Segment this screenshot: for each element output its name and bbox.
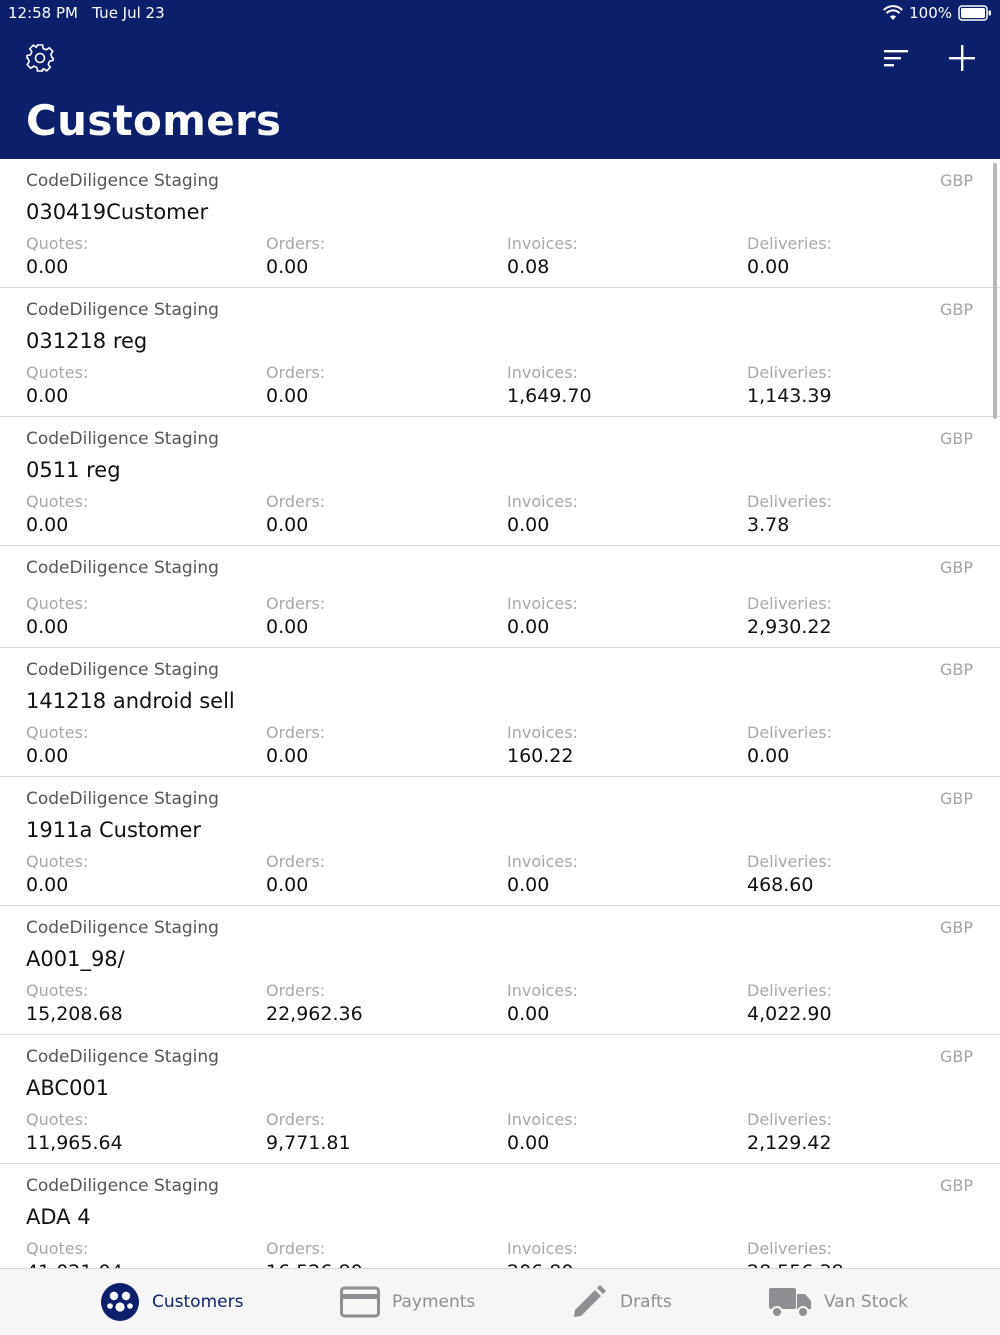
invoices-cell bbox=[507, 723, 727, 769]
deliveries-label: Deliveries: bbox=[747, 1110, 832, 1129]
invoices-value: 0.00 bbox=[507, 874, 550, 896]
deliveries-cell bbox=[747, 981, 967, 1027]
quotes-cell bbox=[26, 363, 246, 409]
status-bar bbox=[8, 4, 992, 24]
orders-label: Orders: bbox=[266, 723, 326, 742]
plus-icon[interactable] bbox=[948, 44, 976, 72]
battery-percent: 100% bbox=[909, 4, 952, 22]
customers-icon bbox=[100, 1282, 140, 1322]
quotes-cell bbox=[26, 981, 246, 1027]
deliveries-cell bbox=[747, 1110, 967, 1156]
tab-label: Drafts bbox=[620, 1292, 672, 1312]
deliveries-cell bbox=[747, 852, 967, 898]
invoices-cell bbox=[507, 852, 727, 898]
customer-name: 1911a Customer bbox=[26, 818, 201, 842]
quotes-cell bbox=[26, 234, 246, 280]
quotes-value: 0.00 bbox=[26, 745, 69, 767]
currency-label: GBP bbox=[939, 660, 973, 679]
battery-icon bbox=[958, 5, 992, 21]
deliveries-value: 468.60 bbox=[747, 874, 814, 896]
list-item[interactable] bbox=[0, 546, 1000, 648]
orders-cell bbox=[266, 981, 486, 1027]
orders-cell bbox=[266, 852, 486, 898]
currency-label: GBP bbox=[939, 1176, 973, 1195]
currency-label: GBP bbox=[939, 1047, 973, 1066]
quotes-cell bbox=[26, 594, 246, 640]
quotes-label: Quotes: bbox=[26, 981, 89, 1000]
quotes-cell bbox=[26, 723, 246, 769]
quotes-value: 0.00 bbox=[26, 256, 69, 278]
invoices-label: Invoices: bbox=[507, 1110, 578, 1129]
deliveries-label: Deliveries: bbox=[747, 363, 832, 382]
quotes-label: Quotes: bbox=[26, 852, 89, 871]
list-item[interactable] bbox=[0, 288, 1000, 417]
quotes-value: 0.00 bbox=[26, 616, 69, 638]
company-name: CodeDiligence Staging bbox=[26, 558, 219, 578]
customer-name: 0511 reg bbox=[26, 458, 121, 482]
list-item[interactable] bbox=[0, 777, 1000, 906]
deliveries-cell bbox=[747, 234, 967, 280]
orders-cell bbox=[266, 492, 486, 538]
orders-value: 0.00 bbox=[266, 256, 309, 278]
invoices-label: Invoices: bbox=[507, 723, 578, 742]
invoices-cell bbox=[507, 1110, 727, 1156]
currency-label: GBP bbox=[939, 300, 973, 319]
orders-label: Orders: bbox=[266, 492, 326, 511]
company-name: CodeDiligence Staging bbox=[26, 918, 219, 938]
deliveries-cell bbox=[747, 363, 967, 409]
orders-cell bbox=[266, 363, 486, 409]
company-name: CodeDiligence Staging bbox=[26, 1176, 219, 1196]
quotes-value: 11,965.64 bbox=[26, 1132, 123, 1154]
invoices-label: Invoices: bbox=[507, 363, 578, 382]
customer-list[interactable] bbox=[0, 159, 1000, 1268]
orders-value: 0.00 bbox=[266, 874, 309, 896]
quotes-value: 15,208.68 bbox=[26, 1003, 123, 1025]
currency-label: GBP bbox=[939, 789, 973, 808]
deliveries-label: Deliveries: bbox=[747, 1239, 832, 1258]
company-name: CodeDiligence Staging bbox=[26, 789, 219, 809]
company-name: CodeDiligence Staging bbox=[26, 429, 219, 449]
customer-name: 141218 android sell bbox=[26, 689, 235, 713]
deliveries-value: 2,129.42 bbox=[747, 1132, 832, 1154]
invoices-label: Invoices: bbox=[507, 594, 578, 613]
status-time bbox=[8, 4, 165, 22]
quotes-cell bbox=[26, 852, 246, 898]
list-item[interactable] bbox=[0, 1035, 1000, 1164]
orders-value: 9,771.81 bbox=[266, 1132, 351, 1154]
list-item[interactable] bbox=[0, 417, 1000, 546]
card-icon bbox=[340, 1286, 380, 1318]
orders-value: 0.00 bbox=[266, 616, 309, 638]
invoices-cell bbox=[507, 594, 727, 640]
tab-drafts[interactable] bbox=[570, 1269, 672, 1335]
company-name: CodeDiligence Staging bbox=[26, 300, 219, 320]
deliveries-value: 2,930.22 bbox=[747, 616, 832, 638]
orders-label: Orders: bbox=[266, 363, 326, 382]
orders-label: Orders: bbox=[266, 1110, 326, 1129]
currency-label: GBP bbox=[939, 918, 973, 937]
invoices-cell bbox=[507, 363, 727, 409]
orders-cell bbox=[266, 723, 486, 769]
pencil-icon bbox=[570, 1283, 608, 1321]
scrollbar[interactable] bbox=[993, 163, 997, 419]
deliveries-label: Deliveries: bbox=[747, 981, 832, 1000]
company-name: CodeDiligence Staging bbox=[26, 660, 219, 680]
quotes-label: Quotes: bbox=[26, 1239, 89, 1258]
list-item[interactable] bbox=[0, 159, 1000, 288]
wifi-icon bbox=[883, 6, 903, 21]
company-name: CodeDiligence Staging bbox=[26, 1047, 219, 1067]
quotes-label: Quotes: bbox=[26, 594, 89, 613]
orders-label: Orders: bbox=[266, 1239, 326, 1258]
tab-payments[interactable] bbox=[340, 1269, 475, 1335]
customer-name: ABC001 bbox=[26, 1076, 110, 1100]
deliveries-value: 0.00 bbox=[747, 256, 790, 278]
invoices-label: Invoices: bbox=[507, 234, 578, 253]
orders-value: 0.00 bbox=[266, 514, 309, 536]
quotes-label: Quotes: bbox=[26, 234, 89, 253]
deliveries-cell bbox=[747, 594, 967, 640]
currency-label: GBP bbox=[939, 558, 973, 577]
orders-value: 0.00 bbox=[266, 745, 309, 767]
invoices-cell bbox=[507, 234, 727, 280]
sort-icon[interactable] bbox=[882, 46, 910, 70]
quotes-value: 0.00 bbox=[26, 385, 69, 407]
invoices-label: Invoices: bbox=[507, 1239, 578, 1258]
deliveries-label: Deliveries: bbox=[747, 492, 832, 511]
quotes-value: 0.00 bbox=[26, 514, 69, 536]
currency-label: GBP bbox=[939, 171, 973, 190]
quotes-label: Quotes: bbox=[26, 363, 89, 382]
invoices-cell bbox=[507, 981, 727, 1027]
tab-bar bbox=[0, 1268, 1000, 1335]
invoices-value: 1,649.70 bbox=[507, 385, 592, 407]
orders-label: Orders: bbox=[266, 981, 326, 1000]
invoices-label: Invoices: bbox=[507, 852, 578, 871]
orders-label: Orders: bbox=[266, 234, 326, 253]
quotes-cell bbox=[26, 492, 246, 538]
company-name: CodeDiligence Staging bbox=[26, 171, 219, 191]
deliveries-label: Deliveries: bbox=[747, 594, 832, 613]
tab-customers[interactable] bbox=[100, 1269, 243, 1335]
orders-cell bbox=[266, 594, 486, 640]
truck-icon bbox=[768, 1285, 812, 1319]
orders-label: Orders: bbox=[266, 852, 326, 871]
customer-name: A001_98/ bbox=[26, 947, 125, 971]
gear-icon[interactable] bbox=[24, 42, 56, 74]
quotes-label: Quotes: bbox=[26, 723, 89, 742]
invoices-value: 0.08 bbox=[507, 256, 550, 278]
invoices-label: Invoices: bbox=[507, 981, 578, 1000]
quotes-label: Quotes: bbox=[26, 492, 89, 511]
deliveries-label: Deliveries: bbox=[747, 234, 832, 253]
customer-name: 030419Customer bbox=[26, 200, 209, 224]
invoices-value: 0.00 bbox=[507, 514, 550, 536]
orders-value: 0.00 bbox=[266, 385, 309, 407]
customer-name: 031218 reg bbox=[26, 329, 148, 353]
deliveries-value: 0.00 bbox=[747, 745, 790, 767]
deliveries-value: 3.78 bbox=[747, 514, 790, 536]
status-right bbox=[883, 4, 992, 22]
orders-cell bbox=[266, 1110, 486, 1156]
orders-value: 22,962.36 bbox=[266, 1003, 363, 1025]
nav-header bbox=[0, 0, 1000, 159]
quotes-value: 0.00 bbox=[26, 874, 69, 896]
invoices-value: 160.22 bbox=[507, 745, 574, 767]
clock: 12:58 PM bbox=[8, 4, 78, 22]
page-title: Customers bbox=[26, 96, 282, 145]
deliveries-value: 4,022.90 bbox=[747, 1003, 832, 1025]
deliveries-value: 1,143.39 bbox=[747, 385, 832, 407]
list-item[interactable] bbox=[0, 648, 1000, 777]
deliveries-label: Deliveries: bbox=[747, 852, 832, 871]
customer-name: ADA 4 bbox=[26, 1205, 91, 1229]
invoices-cell bbox=[507, 492, 727, 538]
deliveries-label: Deliveries: bbox=[747, 723, 832, 742]
invoices-label: Invoices: bbox=[507, 492, 578, 511]
invoices-value: 0.00 bbox=[507, 616, 550, 638]
currency-label: GBP bbox=[939, 429, 973, 448]
tab-label: Payments bbox=[392, 1292, 476, 1312]
quotes-label: Quotes: bbox=[26, 1110, 89, 1129]
tab-label: Customers bbox=[152, 1292, 244, 1312]
tab-van-stock[interactable] bbox=[768, 1269, 908, 1335]
date: Tue Jul 23 bbox=[92, 4, 165, 22]
deliveries-cell bbox=[747, 492, 967, 538]
list-item[interactable] bbox=[0, 906, 1000, 1035]
orders-cell bbox=[266, 234, 486, 280]
invoices-value: 0.00 bbox=[507, 1132, 550, 1154]
orders-label: Orders: bbox=[266, 594, 326, 613]
quotes-cell bbox=[26, 1110, 246, 1156]
tab-label: Van Stock bbox=[824, 1292, 908, 1312]
deliveries-cell bbox=[747, 723, 967, 769]
invoices-value: 0.00 bbox=[507, 1003, 550, 1025]
